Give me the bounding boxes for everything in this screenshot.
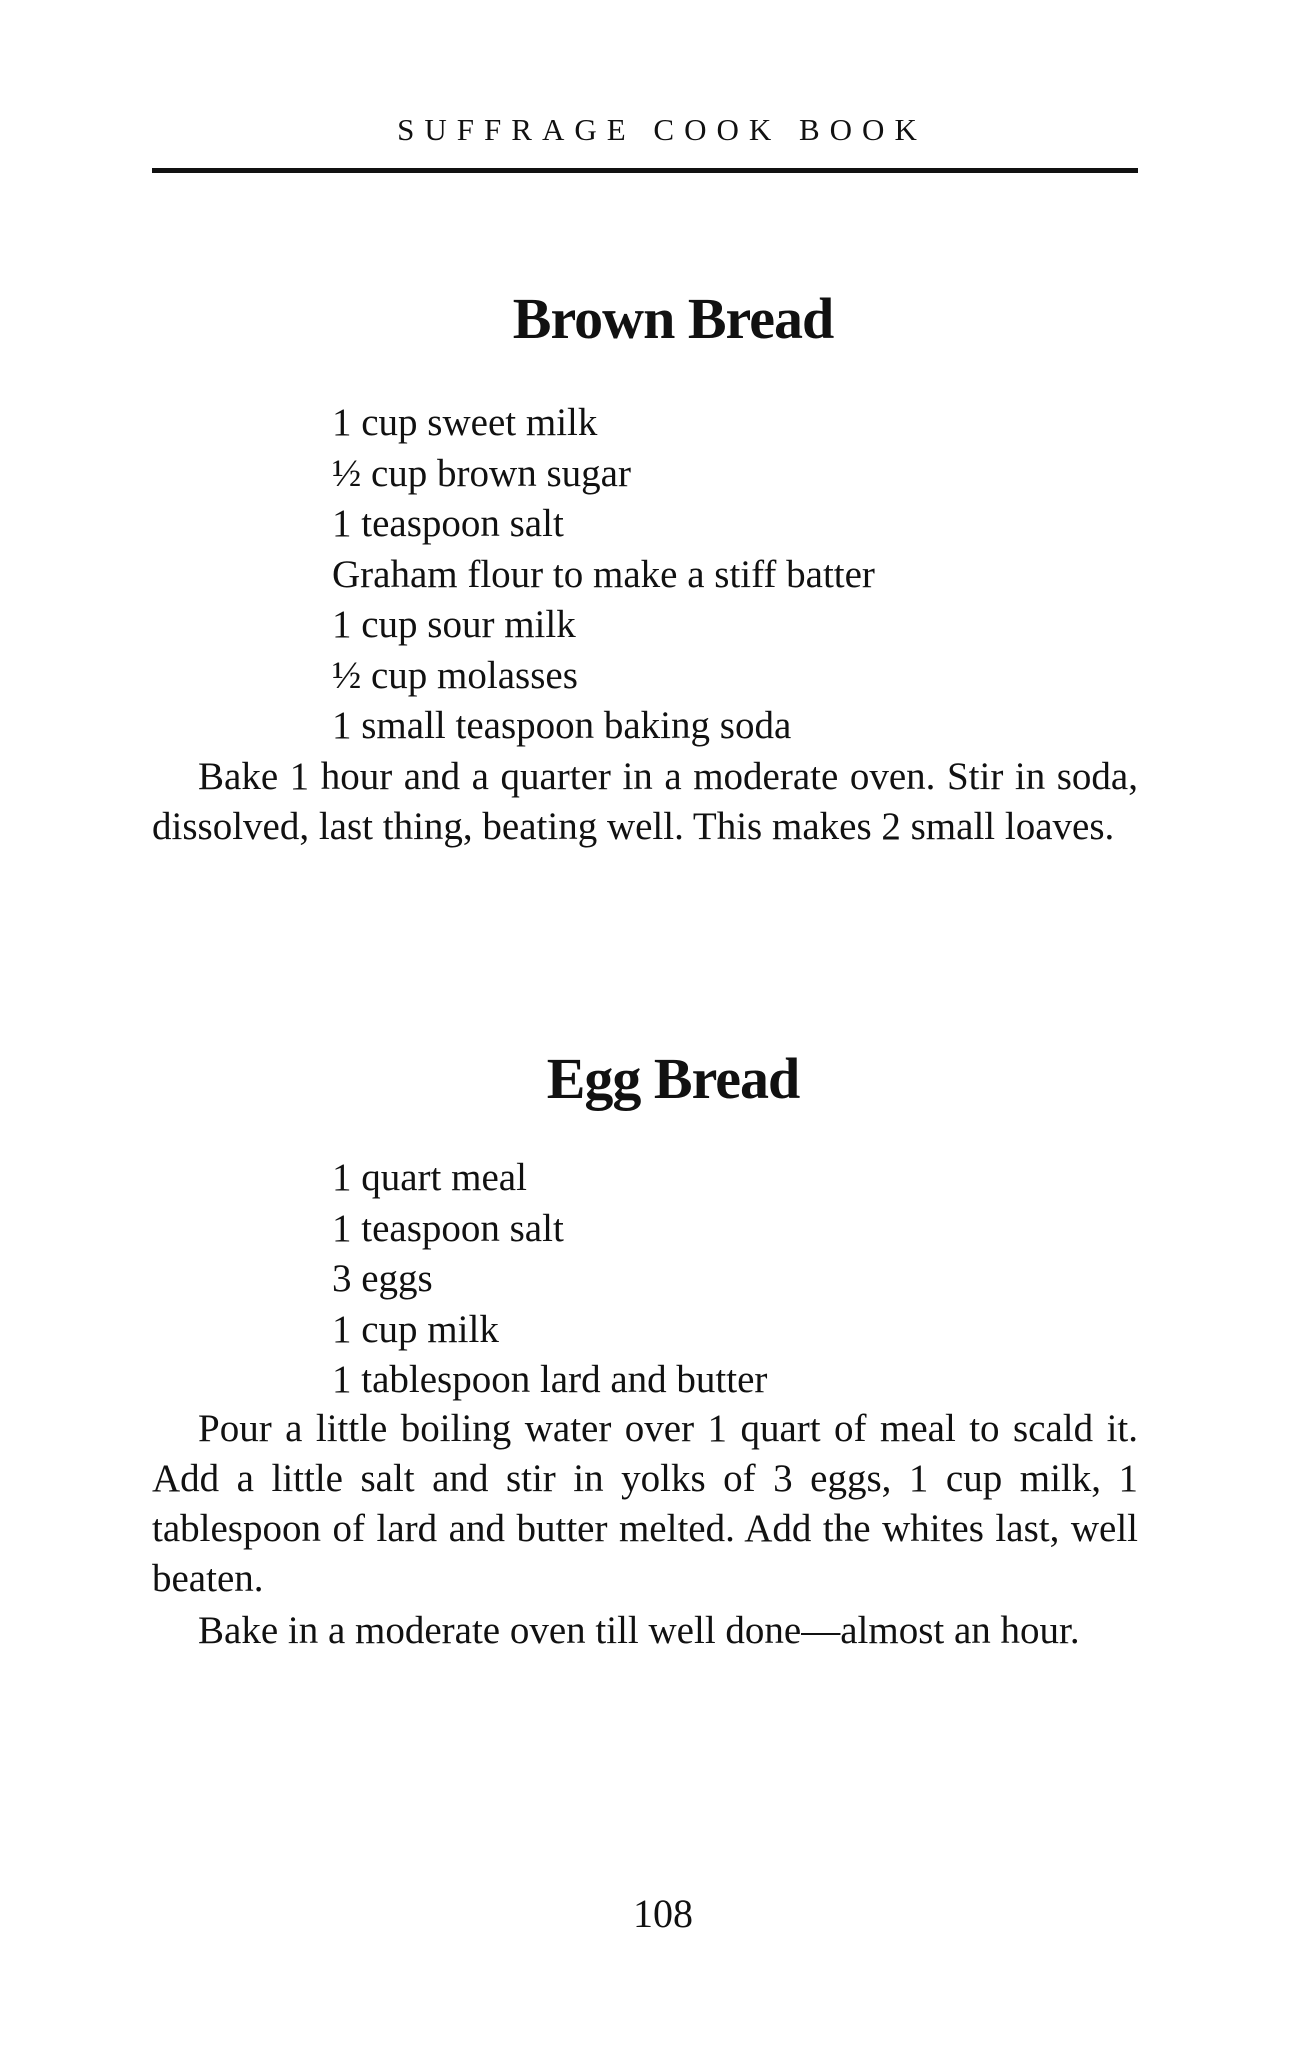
- ingredient-item: 3 eggs: [332, 1257, 433, 1300]
- ingredient-item: 1 tablespoon lard and butter: [332, 1358, 768, 1401]
- running-head: SUFFRAGE COOK BOOK: [397, 112, 927, 147]
- recipe-directions: [152, 1404, 1138, 1656]
- ingredient-item: 1 teaspoon salt: [332, 1206, 564, 1250]
- ingredient-item: 1 cup sweet milk: [332, 401, 598, 444]
- ingredient-item: ½ cup molasses: [332, 653, 578, 697]
- direction-paragraph: Bake in a moderate oven till well done—almost an hour.: [198, 1609, 1080, 1652]
- ingredient-item: ½ cup brown sugar: [332, 451, 631, 495]
- ingredient-item: 1 teaspoon salt: [332, 502, 564, 545]
- page-number: 108: [633, 1891, 693, 1936]
- ingredient-item: Graham flour to make a stiff batter: [332, 552, 875, 596]
- header-rule: [152, 168, 1138, 173]
- recipe-directions: [152, 752, 1138, 852]
- recipe-title: Brown Bread: [512, 286, 834, 351]
- ingredient-item: 1 quart meal: [332, 1156, 527, 1199]
- recipe-title: Egg Bread: [546, 1046, 800, 1111]
- ingredient-list: [332, 398, 875, 752]
- ingredient-item: 1 small teaspoon baking soda: [332, 704, 792, 747]
- ingredient-list: [332, 1153, 767, 1406]
- ingredient-item: 1 cup sour milk: [332, 603, 576, 646]
- ingredient-item: 1 cup milk: [332, 1307, 499, 1351]
- direction-paragraph: Pour a little boiling water over 1 quart of meal to scald it. Add a little salt and stir in yolks of 3 eggs, 1 cup milk, 1 tablespoon of lard and butter melted. Add the whites last, well beaten.: [152, 1407, 1138, 1600]
- direction-paragraph: Bake 1 hour and a quarter in a moderate oven. Stir in soda, dissolved, last thing, beating well. This makes 2 small loaves.: [152, 755, 1138, 848]
